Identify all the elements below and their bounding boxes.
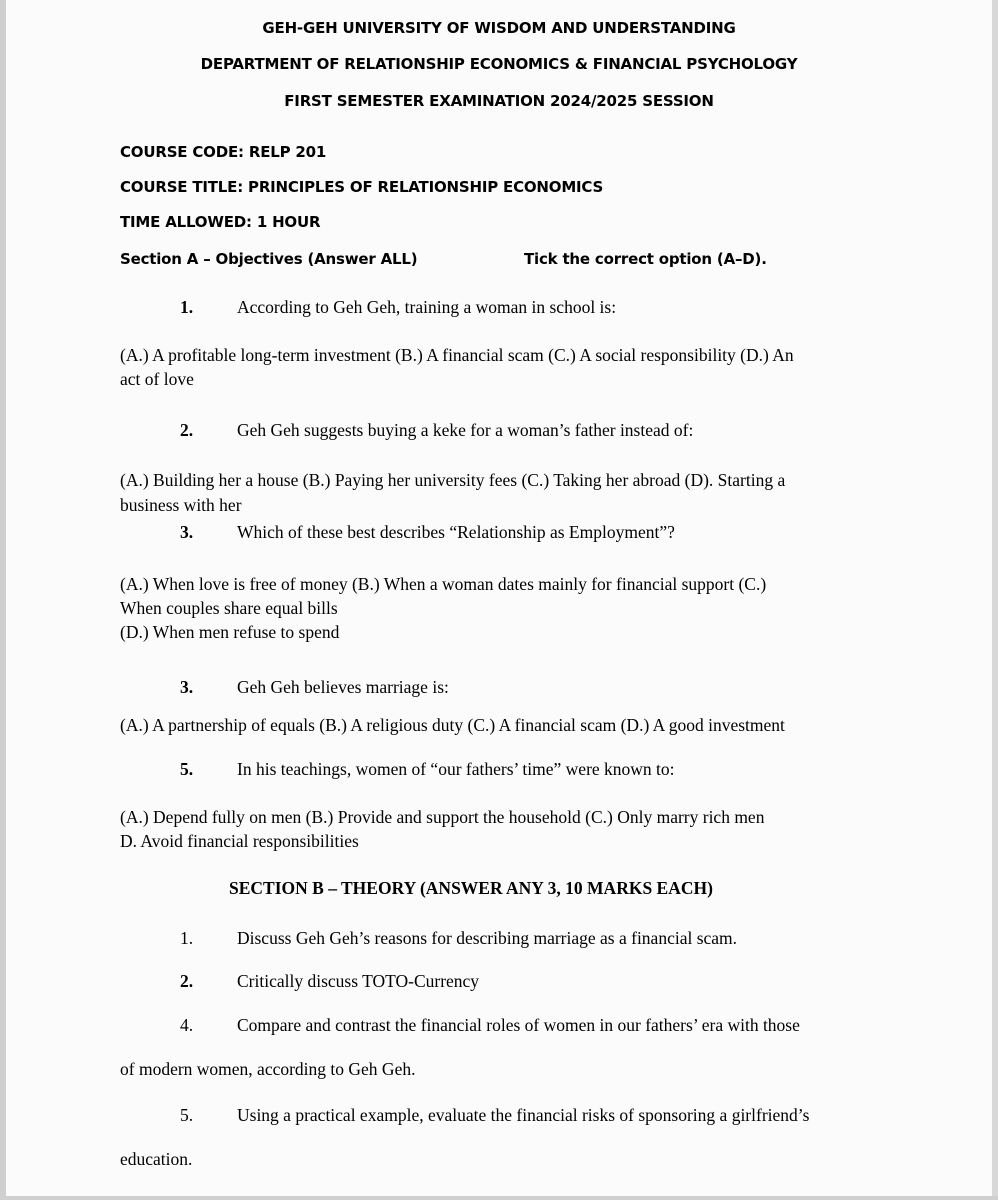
question-options: (A.) When love is free of money (B.) When a woman dates mainly for financial support (C.)	[120, 574, 767, 594]
section-a-heading: Section A – Objectives (Answer ALL)	[120, 250, 418, 268]
question-options: (A.) Depend fully on men (B.) Provide and support the household (C.) Only marry rich men	[120, 807, 765, 827]
question-options: (A.) A partnership of equals (B.) A religious duty (C.) A financial scam (D.) A good investment	[120, 715, 785, 735]
question-options: (A.) A profitable long-term investment (B.) A financial scam (C.) A social responsibility (D.) An	[120, 345, 794, 365]
theory-question-text: Discuss Geh Geh’s reasons for describing marriage as a financial scam.	[237, 928, 738, 948]
question-options: (A.) Building her a house (B.) Paying her university fees (C.) Taking her abroad (D). Starting a	[120, 470, 786, 490]
question-text: Which of these best describes “Relationship as Employment”?	[237, 522, 675, 542]
section-b-heading: SECTION B – THEORY (ANSWER ANY 3, 10 MARKS EACH)	[229, 878, 713, 898]
course-code: COURSE CODE: RELP 201	[120, 143, 327, 161]
time-allowed: TIME ALLOWED: 1 HOUR	[120, 213, 321, 231]
question-text: Geh Geh believes marriage is:	[237, 677, 449, 697]
question-text: Geh Geh suggests buying a keke for a woman’s father instead of:	[237, 420, 694, 440]
page-edge-right	[992, 0, 998, 1200]
theory-question-text: Critically discuss TOTO-Currency	[237, 971, 480, 991]
question-options: D. Avoid financial responsibilities	[120, 831, 359, 851]
theory-question-text: Compare and contrast the financial roles of women in our fathers’ era with those	[237, 1015, 800, 1035]
question-number: 3.	[180, 677, 194, 697]
question-options: (D.) When men refuse to spend	[120, 622, 340, 642]
course-title: COURSE TITLE: PRINCIPLES OF RELATIONSHIP ECONOMICS	[120, 178, 604, 196]
question-number: 2.	[180, 420, 194, 440]
question-number: 1.	[180, 928, 194, 948]
question-options: When couples share equal bills	[120, 598, 338, 618]
exam-title: FIRST SEMESTER EXAMINATION 2024/2025 SESSION	[284, 92, 714, 110]
question-text: In his teachings, women of “our fathers’ time” were known to:	[237, 759, 675, 779]
theory-question-text: Using a practical example, evaluate the financial risks of sponsoring a girlfriend’s	[237, 1105, 810, 1125]
question-options: business with her	[120, 495, 242, 515]
question-number: 1.	[180, 297, 194, 317]
section-a-instruction: Tick the correct option (A–D).	[524, 250, 767, 268]
question-number: 5.	[180, 1105, 194, 1125]
question-text: According to Geh Geh, training a woman in school is:	[237, 297, 617, 317]
question-number: 5.	[180, 759, 194, 779]
theory-question-continuation: of modern women, according to Geh Geh.	[120, 1059, 416, 1079]
page-edge-bottom	[0, 1196, 998, 1200]
question-number: 4.	[180, 1015, 194, 1035]
department-name: DEPARTMENT OF RELATIONSHIP ECONOMICS & FINANCIAL PSYCHOLOGY	[200, 55, 798, 73]
question-number: 2.	[180, 971, 194, 991]
university-name: GEH-GEH UNIVERSITY OF WISDOM AND UNDERSTANDING	[262, 19, 736, 37]
question-options: act of love	[120, 369, 194, 389]
question-number: 3.	[180, 522, 194, 542]
theory-question-continuation: education.	[120, 1149, 193, 1169]
